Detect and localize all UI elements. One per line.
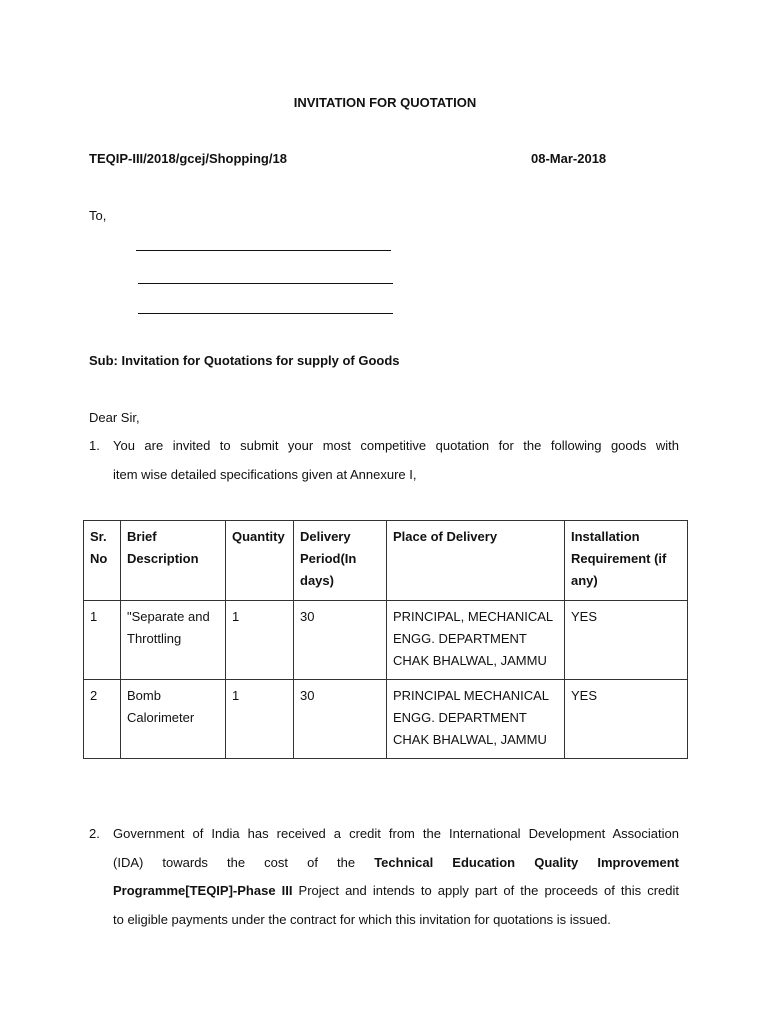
addressee-label: To, [89,208,107,223]
header-place-of-delivery: Place of Delivery [387,521,565,601]
paragraph-line: to eligible payments under the contract for which this invitation for quotations is issued. [113,911,611,927]
cell-delivery-period: 30 [294,680,387,759]
paragraph-bold-text: Technical Education Quality Improvement [374,854,679,870]
paragraph-number: 1. [89,438,100,453]
goods-table [83,520,688,759]
cell-delivery-period: 30 [294,601,387,680]
header-sr-no: Sr. No [84,521,121,601]
cell-installation: YES [565,680,688,759]
address-blank-line [138,313,393,314]
salutation: Dear Sir, [89,410,140,425]
address-blank-line [138,283,393,284]
address-blank-line [136,250,391,251]
cell-description: "Separate and Throttling [121,601,226,680]
paragraph-line: item wise detailed specifications given at Annexure I, [113,466,417,482]
paragraph-text: (IDA) towards the cost of the [113,854,356,870]
cell-description: Bomb Calorimeter [121,680,226,759]
paragraph-line [113,877,679,906]
cell-place-of-delivery: PRINCIPAL MECHANICAL ENGG. DEPARTMENT CHAK BHALWAL, JAMMU [387,680,565,759]
subject-line: Sub: Invitation for Quotations for supply of Goods [89,353,400,368]
paragraph-bold-text: Programme[TEQIP]-Phase III [113,883,293,898]
reference-number: TEQIP-III/2018/gcej/Shopping/18 [89,151,287,166]
paragraph-line [113,849,679,878]
paragraph-text: Project and intends to apply part of the proceeds of this credit [298,883,679,898]
paragraph-1 [89,432,679,489]
paragraph-number: 2. [89,826,100,841]
cell-quantity: 1 [226,680,294,759]
cell-sr-no: 2 [84,680,121,759]
paragraph-line: Government of India has received a credit from the International Development Association [113,826,679,841]
paragraph-2 [89,820,679,934]
header-delivery-period: Delivery Period(In days) [294,521,387,601]
table-header-row [84,521,688,601]
cell-installation: YES [565,601,688,680]
document-title: INVITATION FOR QUOTATION [293,95,477,110]
document-date: 08-Mar-2018 [531,151,607,166]
cell-quantity: 1 [226,601,294,680]
header-quantity: Quantity [226,521,294,601]
paragraph-line: You are invited to submit your most competitive quotation for the following goods with [113,438,679,453]
header-installation: Installation Requirement (if any) [565,521,688,601]
table-row [84,680,688,759]
cell-place-of-delivery: PRINCIPAL, MECHANICAL ENGG. DEPARTMENT CHAK BHALWAL, JAMMU [387,601,565,680]
header-description: Brief Description [121,521,226,601]
table-row [84,601,688,680]
cell-sr-no: 1 [84,601,121,680]
